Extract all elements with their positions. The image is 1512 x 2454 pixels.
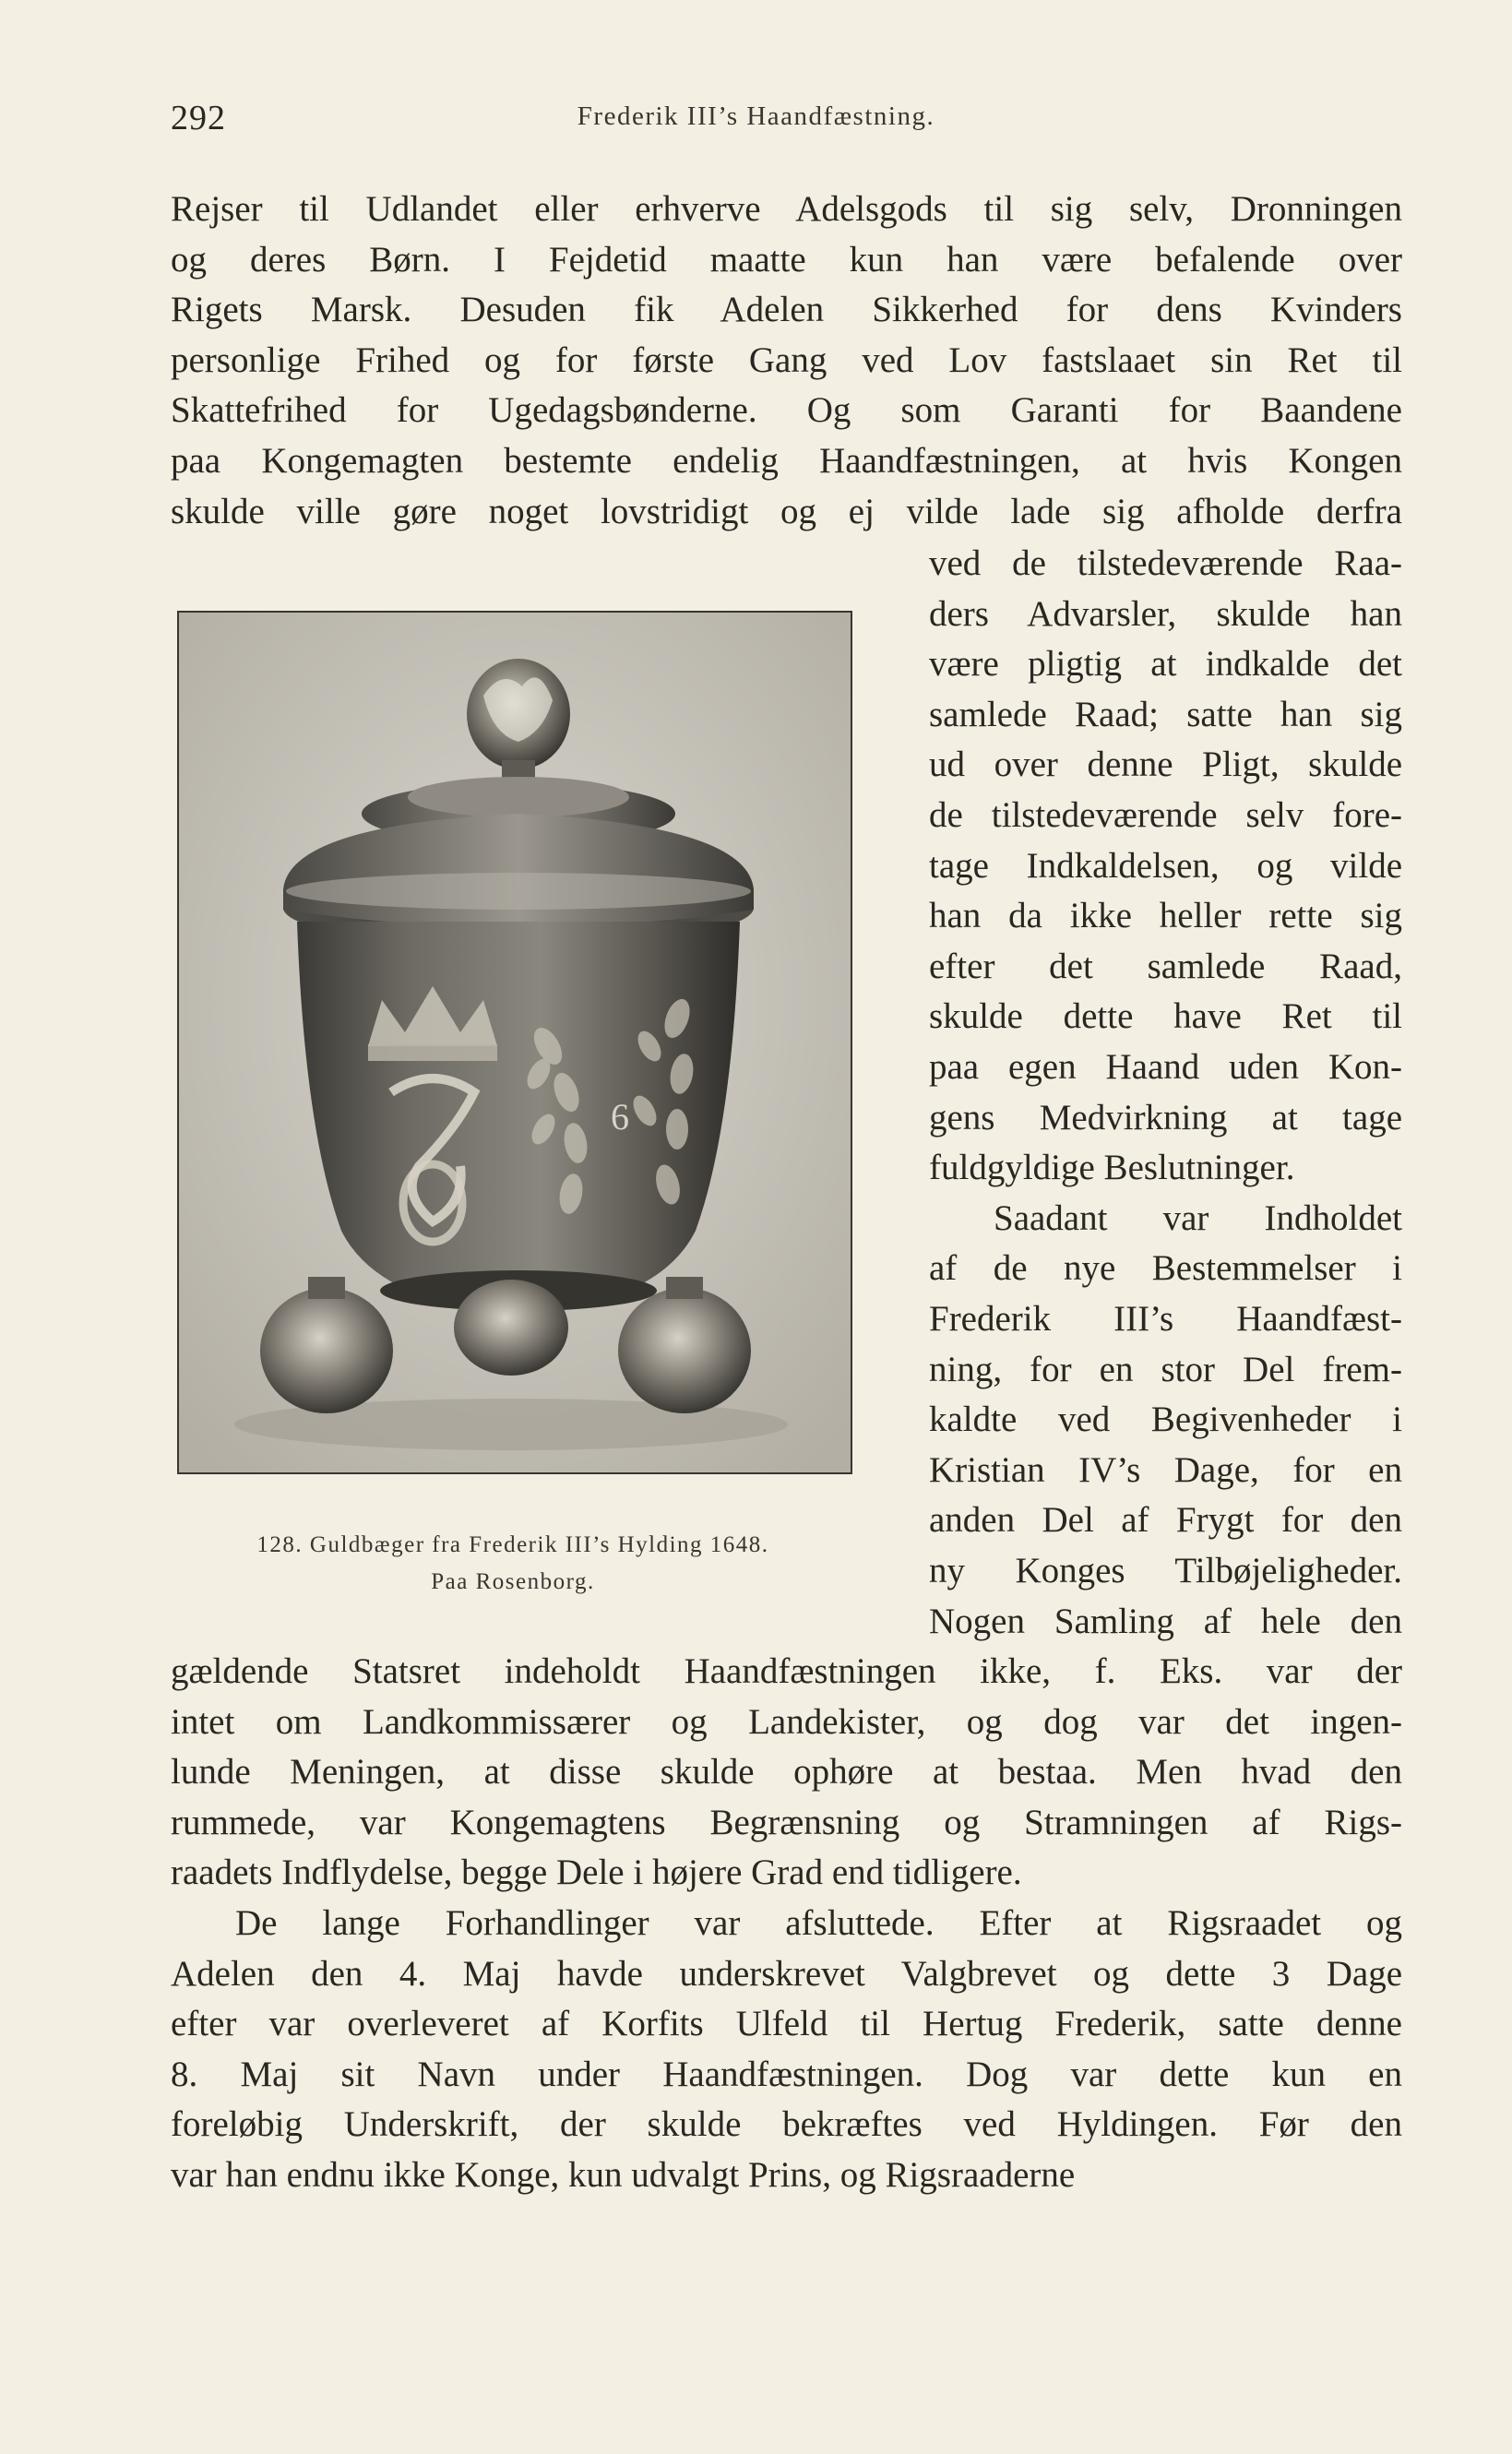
text-line: personlige Frihed og for første Gang ved Lov fastslaaet sin Ret til (171, 340, 1402, 380)
text-line: lunde Meningen, at disse skulde ophøre at bestaa. Men hvad den (171, 1752, 1402, 1793)
text-line: Saadant var Indholdet (994, 1197, 1402, 1238)
text-line: skulde dette have Ret til (929, 996, 1402, 1037)
goblet-illustration (177, 611, 852, 1474)
text-line: han da ikke heller rette sig (929, 896, 1402, 936)
monogram-numeral: 6 (611, 1096, 629, 1138)
text-line: ud over denne Pligt, skulde (929, 745, 1402, 785)
page-number: 292 (171, 99, 226, 137)
text-line: paa egen Haand uden Kon- (929, 1047, 1402, 1087)
running-title: Frederik III’s Haandfæstning. (577, 101, 935, 131)
figure-caption-location: Paa Rosenborg. (431, 1569, 595, 1594)
text-line: ved de tilstedeværende Raa- (929, 543, 1402, 583)
text-line: Adelen den 4. Maj havde underskrevet Valgbrevet og dette 3 Dage (171, 1953, 1402, 1994)
text-line: Kristian IV’s Dage, for en (929, 1449, 1402, 1490)
text-line: samlede Raad; satte han sig (929, 694, 1402, 734)
text-line: ning, for en stor Del frem- (929, 1349, 1402, 1389)
text-line: Frederik III’s Haandfæst- (929, 1299, 1402, 1339)
text-line: ders Advarsler, skulde han (929, 593, 1402, 634)
text-line: paa Kongemagten bestemte endelig Haandfæstningen, at hvis Kongen (171, 441, 1402, 481)
text-line: Skattefrihed for Ugedagsbønderne. Og som Garanti for Baandene (171, 390, 1402, 431)
text-line: tage Indkaldelsen, og vilde (929, 845, 1402, 886)
text-line: gens Medvirkning at tage (929, 1097, 1402, 1138)
text-line: af de nye Bestemmelser i (929, 1248, 1402, 1289)
text-line: var han endnu ikke Konge, kun udvalgt Prins, og Rigsraaderne (171, 2155, 1076, 2195)
text-line: Nogen Samling af hele den (929, 1601, 1402, 1641)
text-line: efter var overleveret af Korfits Ulfeld til Hertug Frederik, satte denne (171, 2004, 1402, 2044)
text-line: kaldte ved Begivenheder i (929, 1400, 1402, 1440)
text-line: være pligtig at indkalde det (929, 644, 1402, 685)
text-line: foreløbig Underskrift, der skulde bekræftes ved Hyldingen. Før den (171, 2104, 1402, 2145)
text-line: De lange Forhandlinger var afsluttede. Efter at Rigsraadet og (235, 1903, 1402, 1943)
text-line: raadets Indflydelse, begge Dele i højere Grad end tidligere. (171, 1852, 1022, 1893)
text-line: fuldgyldige Beslutninger. (929, 1148, 1295, 1188)
text-line: efter det samlede Raad, (929, 946, 1402, 986)
text-line: de tilstedeværende selv fore- (929, 795, 1402, 835)
text-line: anden Del af Frygt for den (929, 1500, 1402, 1541)
goblet-body (297, 922, 740, 1314)
text-line: 8. Maj sit Navn under Haandfæstningen. Dog var dette kun en (171, 2054, 1402, 2094)
text-line: Rejser til Udlandet eller erhverve Adelsgods til sig selv, Dronningen (171, 189, 1402, 229)
text-line: Rigets Marsk. Desuden fik Adelen Sikkerhed for dens Kvinders (171, 290, 1402, 330)
text-line: skulde ville gøre noget lovstridigt og ej vilde lade sig afholde derfra (171, 491, 1402, 531)
text-line: gældende Statsret indeholdt Haandfæstningen ikke, f. Eks. var der (171, 1651, 1402, 1691)
text-line: intet om Landkommissærer og Landekister, og dog var det ingen- (171, 1701, 1402, 1742)
figure-caption: 128. Guldbæger fra Frederik III’s Hylding 1648. (256, 1532, 769, 1557)
text-line: rummede, var Kongemagtens Begrænsning og Stramningen af Rigs- (171, 1802, 1402, 1842)
text-line: ny Konges Tilbøjeligheder. (929, 1551, 1402, 1590)
text-line: og deres Børn. I Fejdetid maatte kun han være befalende over (171, 239, 1402, 280)
